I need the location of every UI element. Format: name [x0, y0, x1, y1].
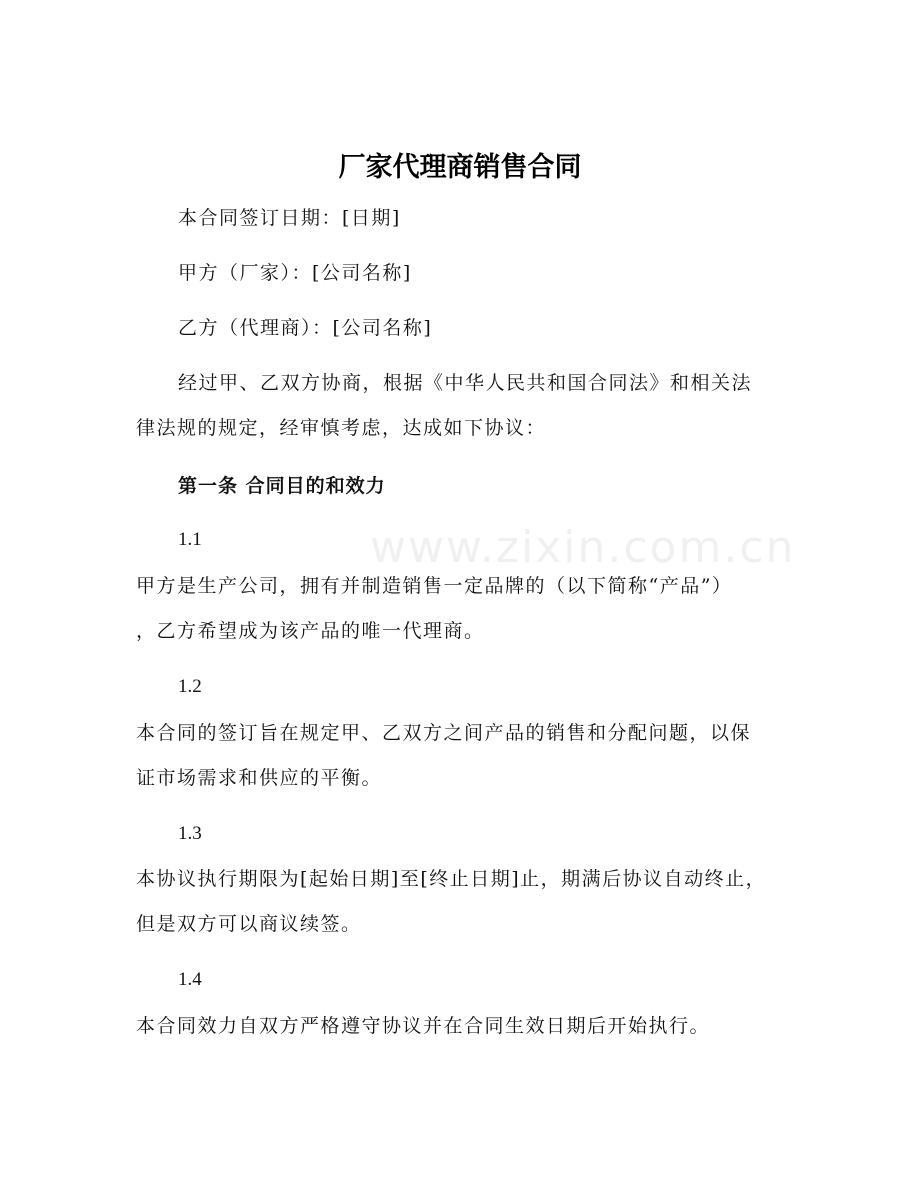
clause-text-line: 本协议执行期限为[起始日期]至[终止日期]止，期满后协议自动终止，: [136, 868, 767, 890]
clause-number: 1.1: [178, 529, 202, 550]
watermark: www.zixin.com.cn: [370, 522, 796, 573]
clause-text-line: 证市场需求和供应的平衡。: [136, 767, 383, 789]
clause-text-line: 甲方是生产公司，拥有并制造销售一定品牌的（以下简称“产品”）: [136, 575, 733, 597]
preamble-line-1: 经过甲、乙双方协商，根据《中华人民共和国合同法》和相关法: [178, 372, 753, 394]
clause-text-line: 本合同效力自双方严格遵守协议并在合同生效日期后开始执行。: [136, 1015, 711, 1037]
preamble-line-2: 律法规的规定，经审慎考虑，达成如下协议：: [136, 417, 547, 439]
party-a: 甲方（厂家）：[公司名称]: [178, 262, 412, 284]
sign-date: 本合同签订日期：[日期]: [178, 207, 401, 229]
article-1-heading: 第一条 合同目的和效力: [178, 475, 386, 497]
clause-text-line: 但是双方可以商议续签。: [136, 913, 362, 935]
clause-number: 1.2: [178, 676, 202, 697]
clause-text-line: ，乙方希望成为该产品的唯一代理商。: [136, 620, 485, 642]
clause-number: 1.4: [178, 969, 202, 990]
document-title: 厂家代理商销售合同: [338, 152, 582, 183]
clause-number: 1.3: [178, 823, 202, 844]
clause-text-line: 本合同的签订旨在规定甲、乙双方之间产品的销售和分配问题，以保: [136, 722, 752, 744]
party-b: 乙方（代理商）：[公司名称]: [178, 317, 433, 339]
